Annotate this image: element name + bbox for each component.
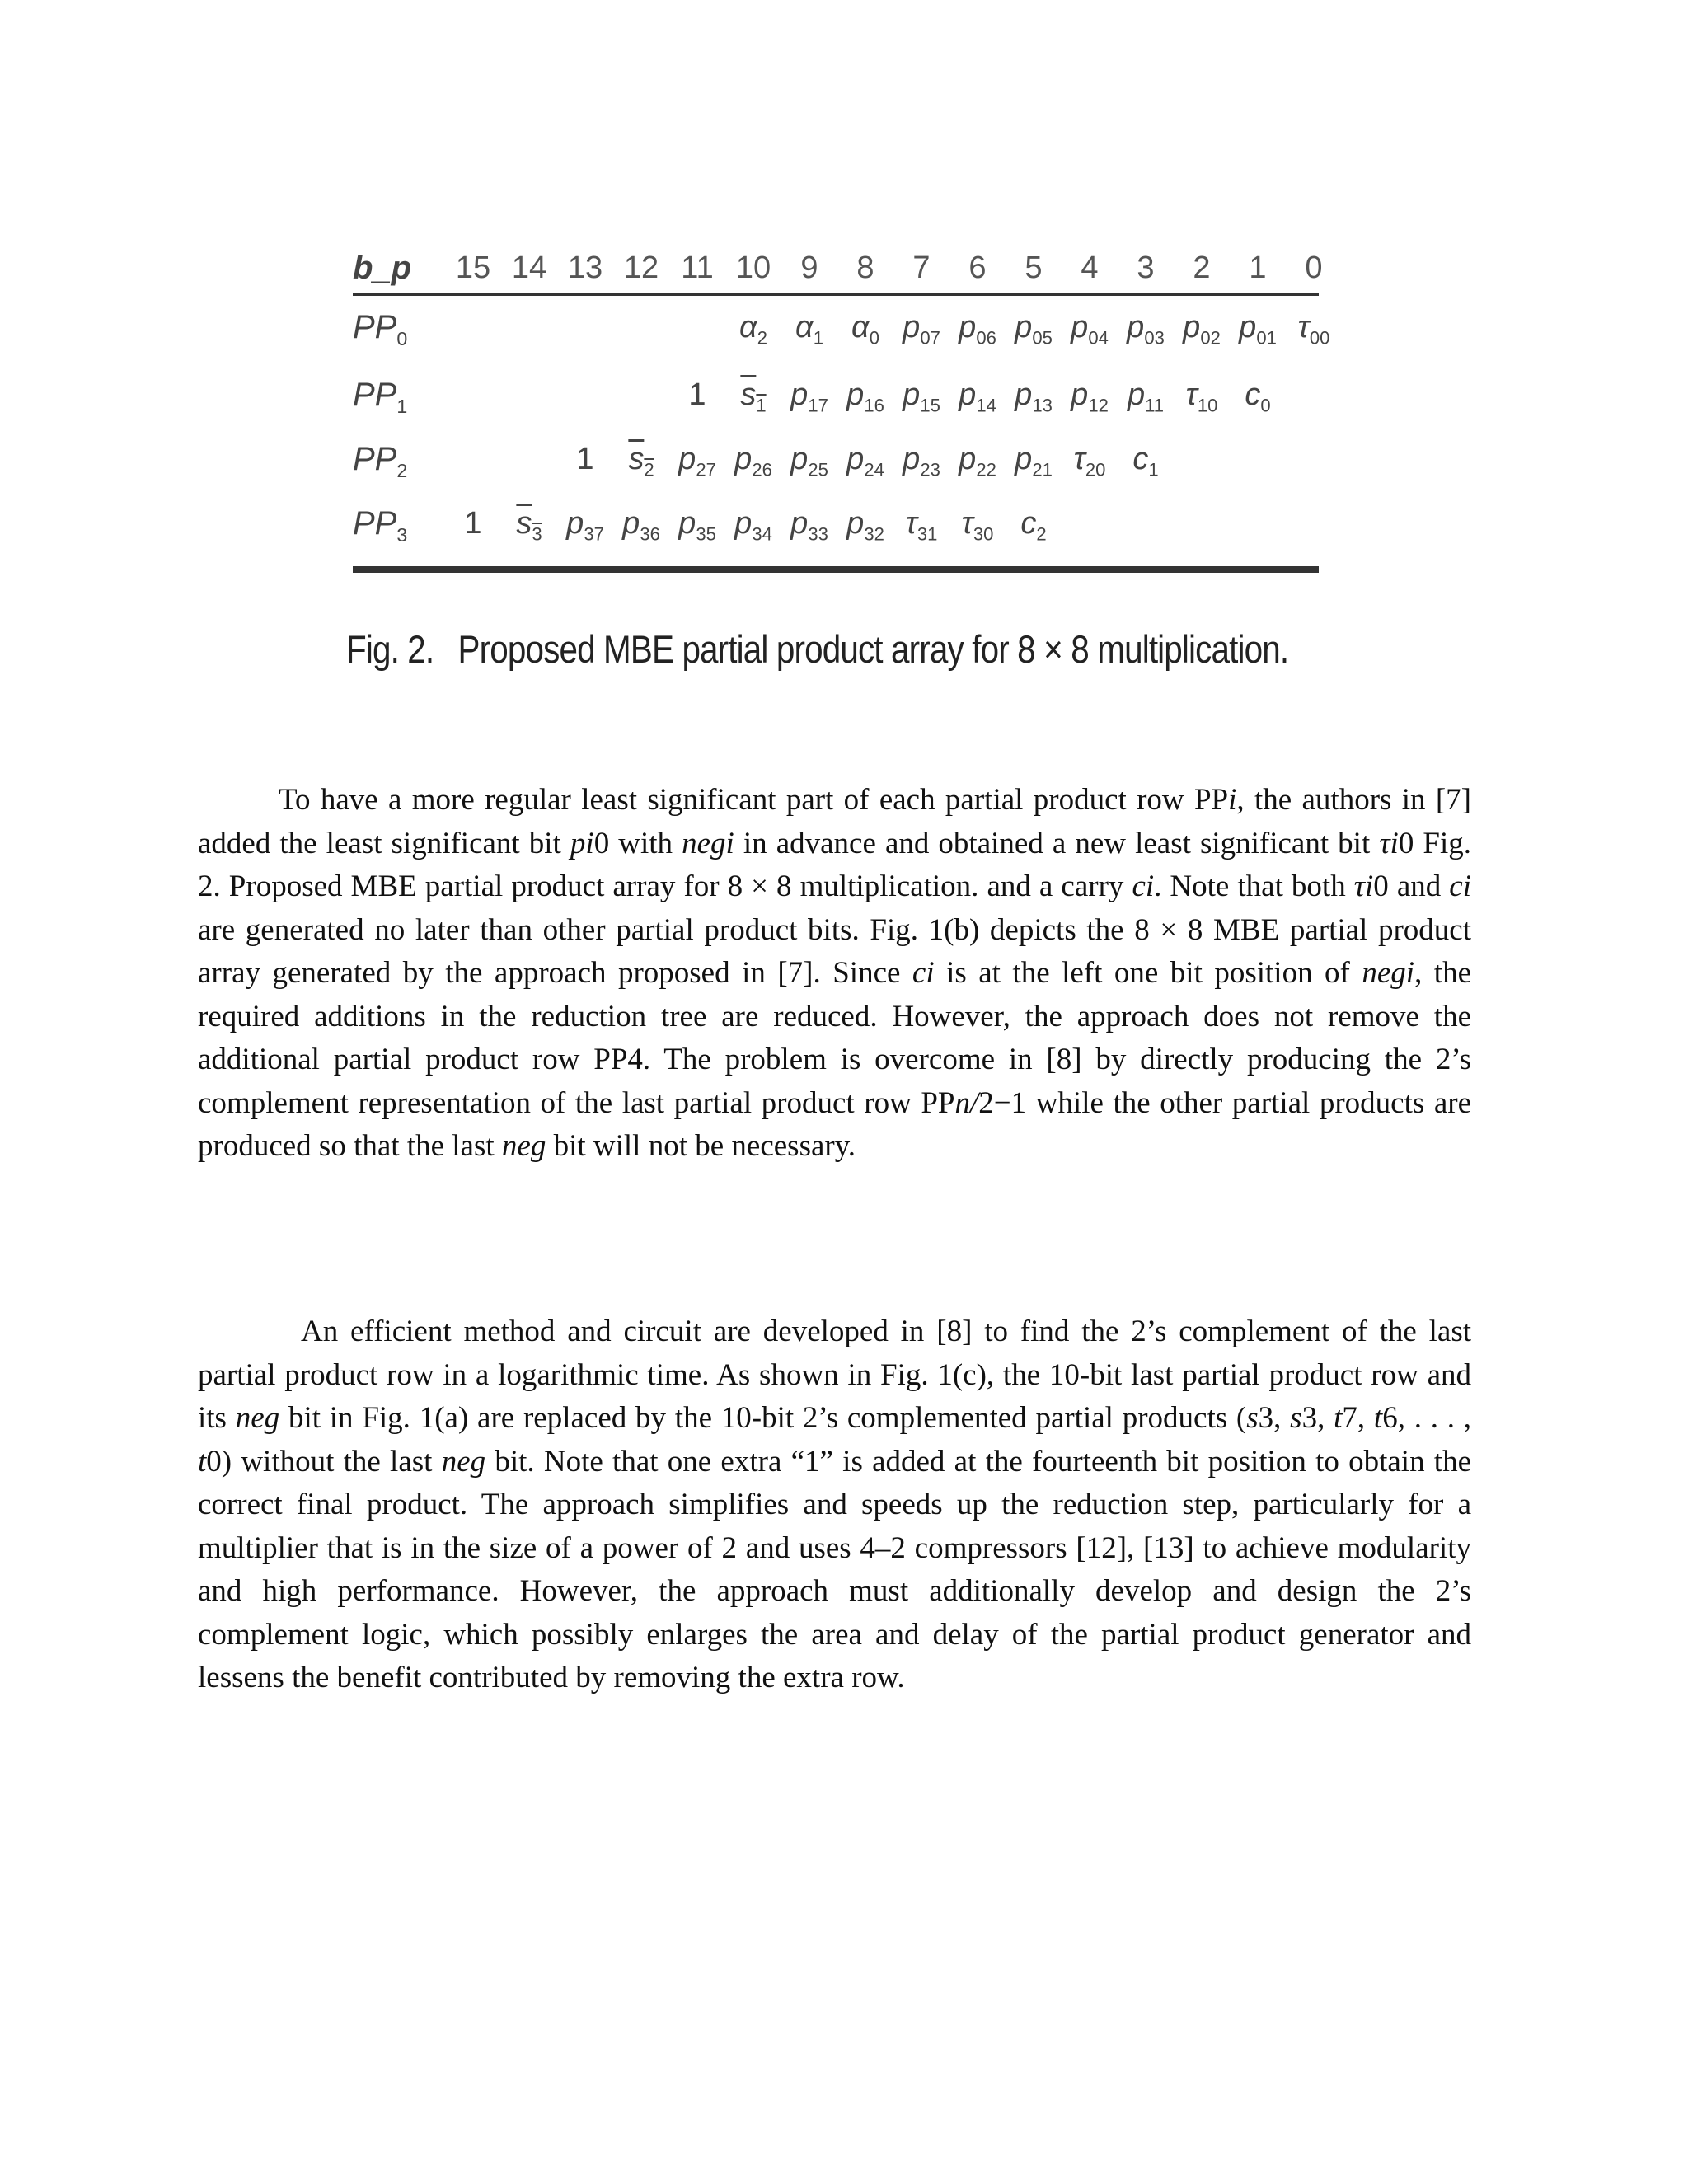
p1-segment: , the required additions in the reduction tree are reduced. However, the approach does not remove the additional partial product row PP4. The problem is overcome in [8] by directly producing the 2’s complement representation of the last partial product row PP [198,956,1471,1120]
bit-position-15: 15 [455,251,491,285]
p2-segment: 3, [1301,1401,1334,1435]
bit-position-11: 11 [681,251,714,285]
p1-segment: are generated no later than other partial product bits. Fig. 1(b) depicts the 8 × 8 MBE partial product array generated by the approach proposed in [7]. Since [198,912,1471,990]
p2-segment: bit. Note that one extra “1” is added at the fourteenth bit position to obtain the correct final product. The approach simplifies and speeds up the reduction step, particularly for a multiplier that is in the size of a power of 2 and uses 4–2 compressors [12], [13] to achieve modularity and high performance. However, the approach must additionally develop and design the 2’s complement logic, which possibly enlarges the area and delay of the partial product generator and lessens the benefit contributed by removing the extra row. [198,1444,1472,1694]
pp3-bit-11: $p_{35}$ [678,506,716,545]
bit-position-header: b_p [353,250,412,286]
bit-position-10: 10 [735,251,771,285]
bit-position-7: 7 [912,251,931,285]
pp0-bit-7: $p_{07}$ [903,310,940,349]
p1-segment: negi [1362,956,1415,990]
p1-segment: bit will not be necessary. [546,1129,856,1163]
p1-segment: 0 with [593,826,682,860]
bit-position-0: 0 [1305,251,1323,285]
figure-caption [346,626,1289,672]
partial-product-array [346,243,1330,589]
pp0-bit-1: $p_{01}$ [1239,310,1277,349]
p1-segment: ci [1449,869,1471,903]
row-label-pp2: $PP_2$ [353,441,408,481]
pp0-bit-4: $p_{04}$ [1071,310,1109,349]
pp0-bit-2: $p_{02}$ [1183,310,1221,349]
pp0-bit-3: $p_{03}$ [1127,310,1165,349]
p1-segment: τi [1353,869,1374,903]
p2-segment: 6, . . . , [1382,1401,1472,1435]
pp1-bit-4: $p_{12}$ [1071,377,1109,416]
pp2-bit-13: 1 [576,442,594,476]
bit-position-13: 13 [567,251,603,285]
pp3-bit-10: $p_{34}$ [734,506,772,545]
pp0-bit-6: $p_{06}$ [959,310,996,349]
pp0-bit-0: $\tau_{00}$ [1297,310,1330,349]
p2-segment: t [1373,1401,1383,1435]
pp0-bit-9: $\alpha_1$ [795,310,823,349]
p1-segment: is at the left one bit position of [934,956,1362,990]
bit-position-9: 9 [800,251,818,285]
p2-segment: s [1290,1401,1302,1435]
pp2-bit-10: $p_{26}$ [734,442,772,480]
pp1-bit-1: $c_0$ [1245,377,1271,416]
pp1-bit-6: $p_{14}$ [959,377,996,416]
paragraph-1 [198,779,1471,1169]
pp2-bit-9: $p_{25}$ [790,442,828,480]
figure-caption-label: Fig. 2. [346,627,434,671]
p1-segment: ci [912,956,935,990]
p1-segment: τi [1379,826,1399,860]
pp2-bit-4: $\tau_{20}$ [1073,442,1106,480]
bit-position-6: 6 [968,251,987,285]
p2-segment: t [198,1444,207,1479]
pp1-bit-2: $\tau_{10}$ [1185,377,1218,416]
p2-segment: 0) without the last [206,1444,442,1479]
p2-segment: neg [235,1401,280,1435]
bit-position-3: 3 [1137,251,1155,285]
p1-segment: in advance and obtained a new least significant bit [734,826,1380,860]
pp1-bit-8: $p_{16}$ [846,377,884,416]
bit-position-8: 8 [856,251,874,285]
pp1-bit-5: $p_{13}$ [1015,377,1053,416]
p2-segment: s [1246,1401,1259,1435]
pp0-bit-5: $p_{05}$ [1015,310,1053,349]
pp2-bit-11: $p_{27}$ [678,442,716,480]
pp3-bit-5: $c_2$ [1020,506,1047,545]
bit-position-14: 14 [511,251,547,285]
p2-segment: 3, [1258,1401,1291,1435]
pp1-bit-10: $\overline{s}_1$ [740,377,767,416]
p1-segment: To have a more regular least significant part of each partial product row PP [279,783,1229,817]
bottom-rule [353,566,1319,573]
pp0-bit-8: $\alpha_0$ [851,310,879,349]
p2-segment: t [1334,1401,1343,1435]
pp3-bit-15: 1 [464,506,482,541]
p2-segment: 7, [1342,1401,1374,1435]
bit-position-5: 5 [1025,251,1043,285]
figure-caption-text: Proposed MBE partial product array for 8 × 8 multiplication. [457,627,1289,671]
pp3-bit-12: $p_{36}$ [622,506,660,545]
pp3-bit-7: $\tau_{31}$ [905,506,938,545]
p1-segment: pi [570,826,594,860]
pp2-bit-6: $p_{22}$ [959,442,996,480]
pp3-bit-9: $p_{33}$ [790,506,828,545]
pp2-bit-3: $c_1$ [1132,442,1159,480]
p1-segment: 2−1 while the other partial products are produced so that the last [198,1085,1471,1163]
p2-segment: bit in Fig. 1(a) are replaced by the 10-bit 2’s complemented partial products ( [279,1401,1247,1435]
pp2-bit-8: $p_{24}$ [846,442,884,480]
p2-segment: neg [441,1444,486,1479]
bit-position-4: 4 [1081,251,1099,285]
p1-segment: , the authors in [7] added the least significant bit [198,783,1472,860]
row-label-pp1: $PP_1$ [353,377,408,417]
bit-position-1: 1 [1249,251,1267,285]
p2-segment: An efficient method and circuit are developed in [8] to find the 2’s complement of the last partial product row in a logarithmic time. As shown in Fig. 1(c), the 10-bit last partial product row and its [198,1315,1471,1435]
figure-2 [346,243,1335,671]
p1-segment: i [1228,783,1237,817]
bit-position-12: 12 [623,251,659,285]
pp2-bit-12: $\overline{s}_2$ [628,442,654,480]
pp2-bit-5: $p_{21}$ [1015,442,1053,480]
pp1-bit-3: $p_{11}$ [1127,377,1164,416]
pp1-bit-7: $p_{15}$ [903,377,940,416]
p1-segment: neg [501,1129,546,1163]
paragraph-2 [198,1310,1471,1700]
p1-segment: . Note that both [1154,869,1354,903]
header-rule [353,293,1319,296]
p1-segment: 0 Fig. 2. Proposed MBE partial product array for 8 × 8 multiplication. and a carry [198,826,1472,903]
row-label-pp0: $PP_0$ [353,309,408,349]
row-label-pp3: $PP_3$ [353,505,408,546]
p1-segment: negi [682,826,734,860]
pp1-bit-9: $p_{17}$ [790,377,828,416]
pp3-bit-14: $\overline{s}_3$ [516,506,542,545]
pp0-bit-10: $\alpha_2$ [739,310,767,349]
p1-segment: n/ [954,1085,979,1120]
pp3-bit-6: $\tau_{30}$ [961,506,994,545]
pp2-bit-7: $p_{23}$ [903,442,940,480]
pp3-bit-8: $p_{32}$ [846,506,884,545]
pp1-bit-11: 1 [688,377,706,412]
bit-position-2: 2 [1193,251,1211,285]
pp3-bit-13: $p_{37}$ [566,506,604,545]
p1-segment: ci [1132,869,1155,903]
p1-segment: 0 and [1373,869,1450,903]
